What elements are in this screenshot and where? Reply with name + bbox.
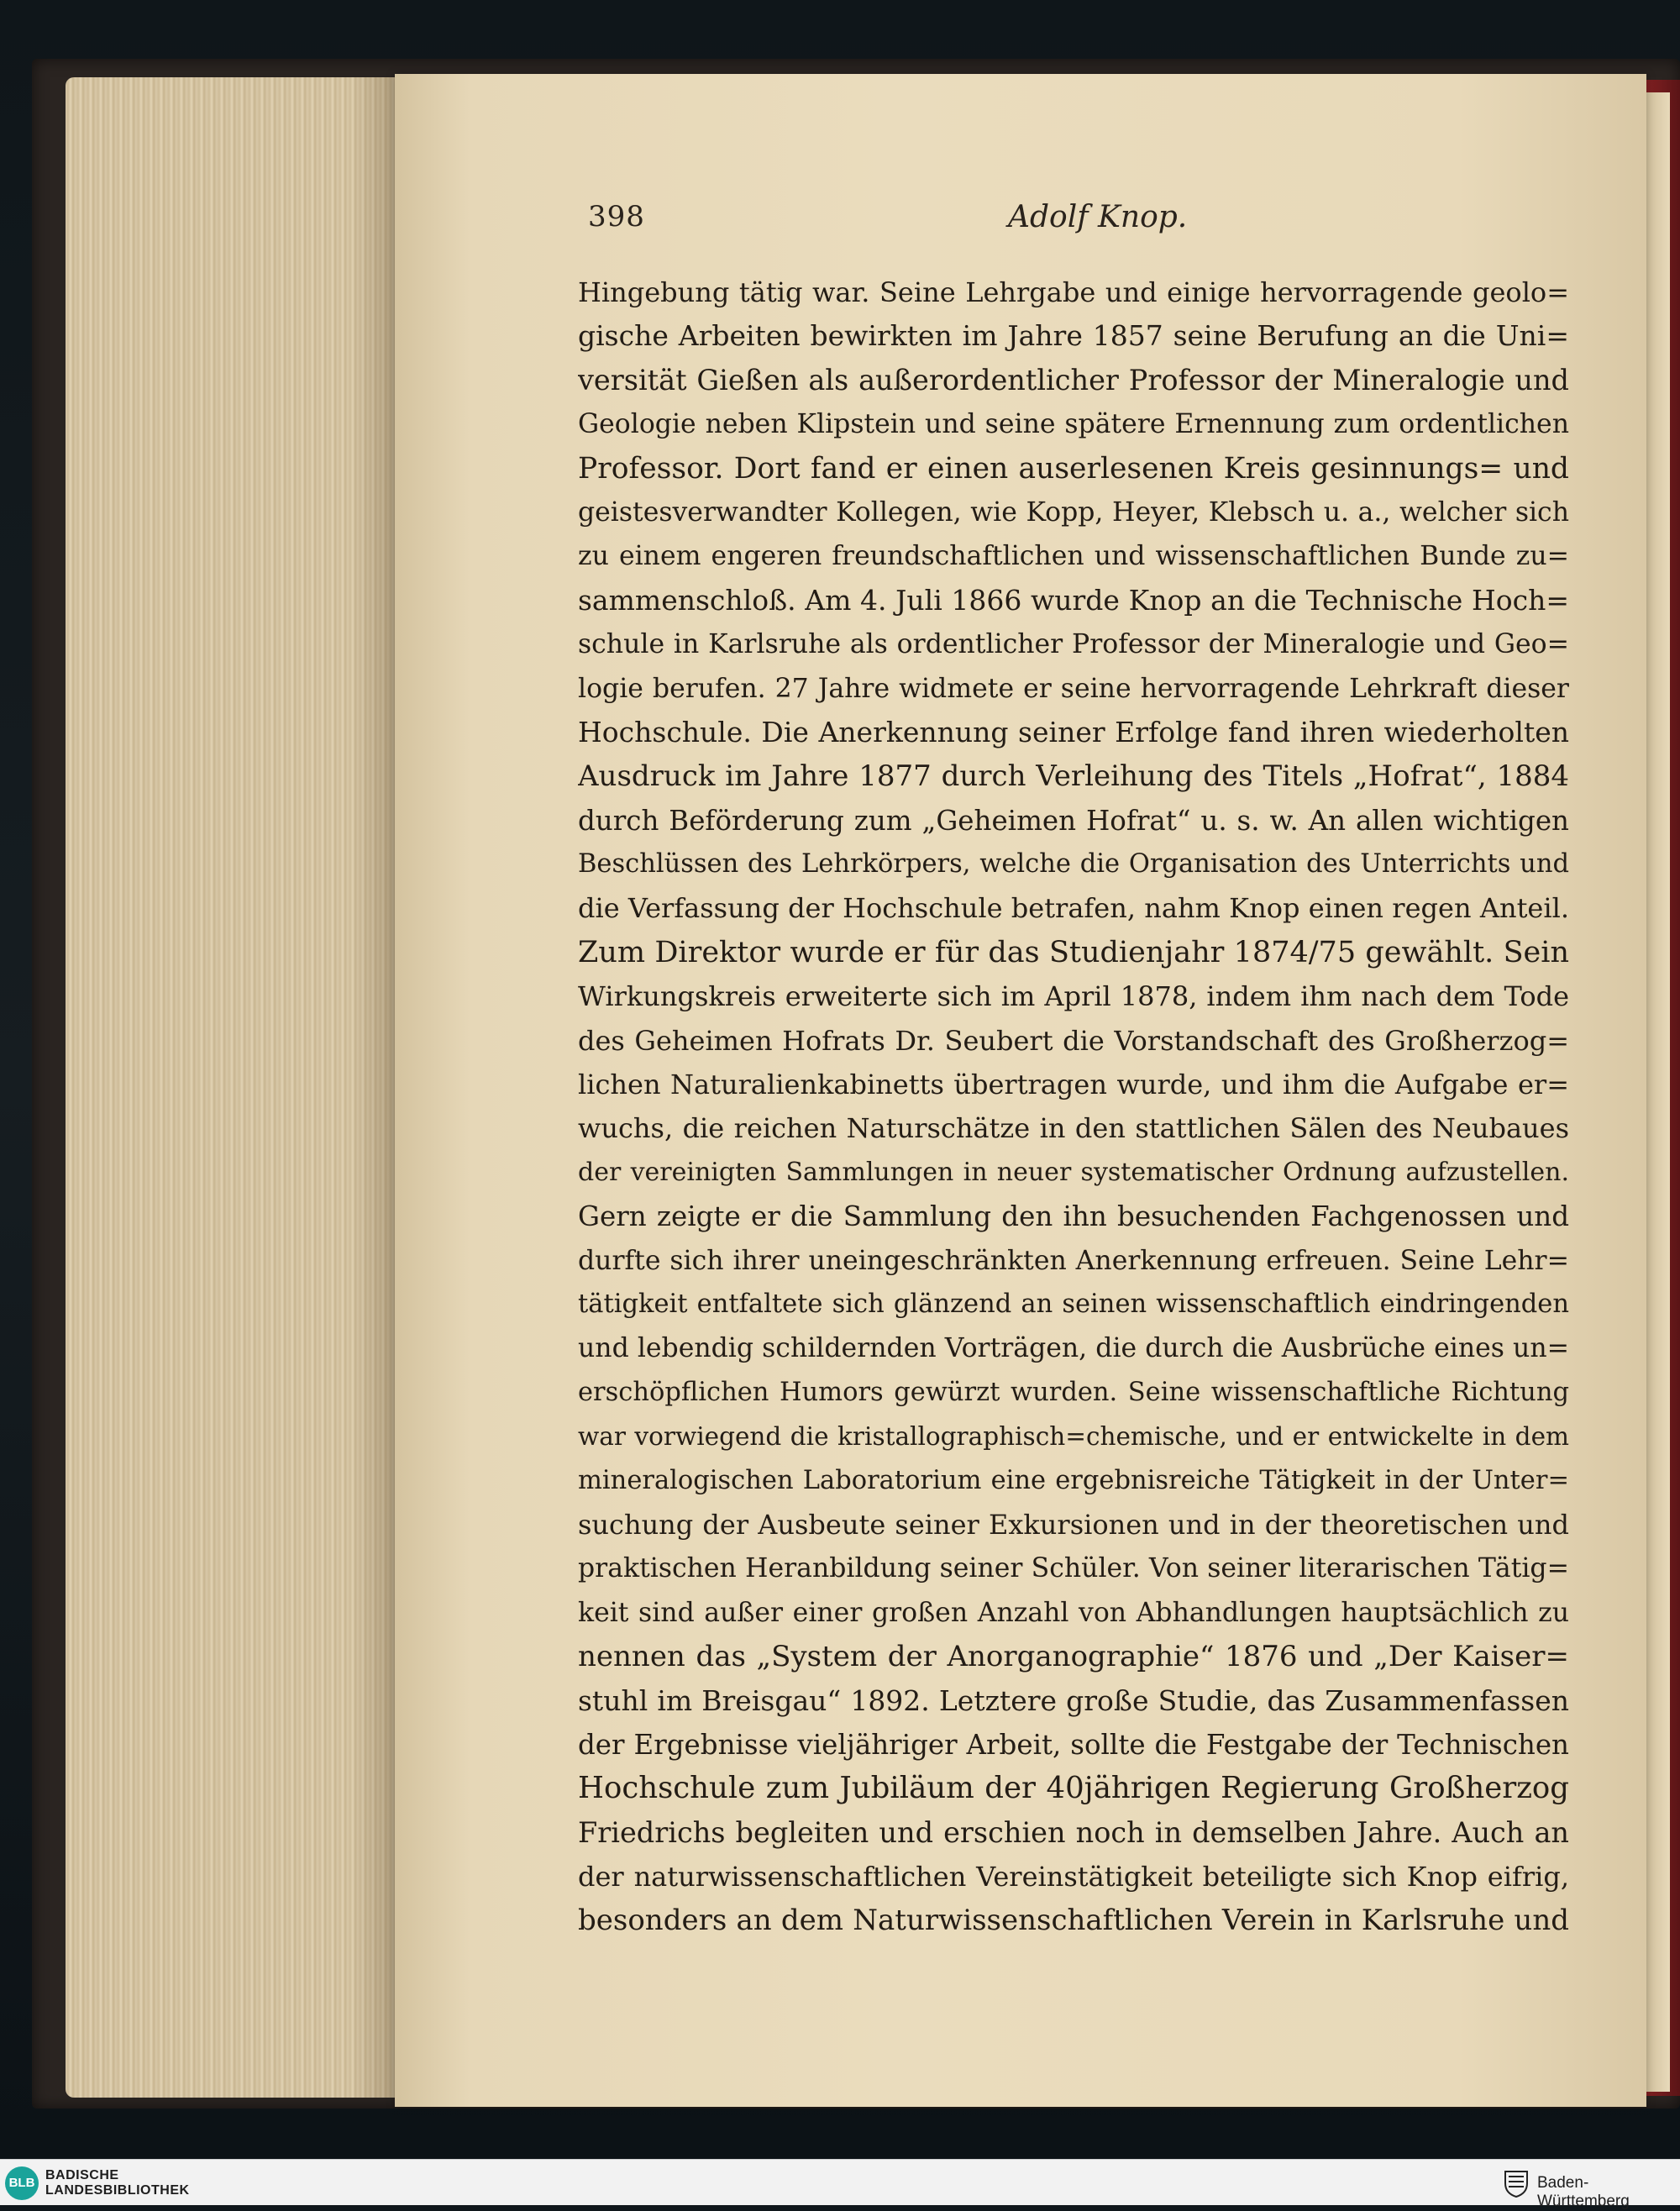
text-line: suchung der Ausbeute seiner Exkursionen und in der theoretischen und [578, 1508, 1569, 1541]
text-line: durch Beförderung zum „Geheimen Hofrat“ u. s. w. An allen wichtigen [578, 804, 1569, 837]
text-line: logie berufen. 27 Jahre widmete er seine hervorragende Lehrkraft dieser [578, 673, 1569, 704]
text-line: wuchs, die reichen Naturschätze in den stattlichen Sälen des Neubaues [578, 1112, 1569, 1145]
baden-wuerttemberg-crest-icon [1502, 2168, 1530, 2198]
text-line: Friedrichs begleiten und erschien noch in demselben Jahre. Auch an [578, 1815, 1569, 1849]
text-line: schule in Karlsruhe als ordentlicher Professor der Mineralogie und Geo= [578, 629, 1569, 660]
text-line: Beschlüssen des Lehrkörpers, welche die Organisation des Unterrichts und [578, 849, 1569, 880]
blb-name-line1: BADISCHE [45, 2168, 119, 2182]
text-line: Gern zeigte er die Sammlung den ihn besuchenden Fachgenossen und [578, 1200, 1569, 1233]
text-line: die Verfassung der Hochschule betrafen, nahm Knop einen regen Anteil. [578, 892, 1569, 925]
text-line: lichen Naturalienkabinetts übertragen wurde, und ihm die Aufgabe er= [578, 1069, 1569, 1101]
text-line: stuhl im Breisgau“ 1892. Letztere große Studie, das Zusammenfassen [578, 1683, 1569, 1717]
text-line: sammenschloß. Am 4. Juli 1866 wurde Knop an die Technische Hoch= [578, 583, 1569, 617]
running-head [588, 200, 1562, 234]
text-line: erschöpflichen Humors gewürzt wurden. Seine wissenschaftliche Richtung [578, 1377, 1569, 1407]
text-line: Professor. Dort fand er einen auserlesenen Kreis gesinnungs= und [578, 451, 1569, 486]
text-line: durfte sich ihrer uneingeschränkten Anerkennung erfreuen. Seine Lehr= [578, 1245, 1569, 1276]
text-line: Hochschule. Die Anerkennung seiner Erfolge fand ihren wiederholten [578, 715, 1569, 748]
text-line: besonders an dem Naturwissenschaftlichen Verein in Karlsruhe und [578, 1904, 1569, 1938]
text-line: gische Arbeiten bewirkten im Jahre 1857 seine Berufung an die Uni= [578, 319, 1569, 353]
text-line: war vorwiegend die kristallographisch=chemische, und er entwickelte in dem [578, 1422, 1569, 1452]
text-line: des Geheimen Hofrats Dr. Seubert die Vorstandschaft des Großherzog= [578, 1024, 1569, 1057]
text-line: praktischen Heranbildung seiner Schüler. Von seiner literarischen Tätig= [578, 1553, 1569, 1584]
blb-logo-icon[interactable]: BLB [5, 2166, 39, 2200]
text-line: nennen das „System der Anorganographie“ 1876 und „Der Kaiser= [578, 1640, 1569, 1674]
text-line: Wirkungskreis erweiterte sich im April 1878, indem ihm nach dem Tode [578, 980, 1569, 1013]
text-line: Ausdruck im Jahre 1877 durch Verleihung des Titels „Hofrat“, 1884 [578, 759, 1569, 794]
blb-name-line2: LANDESBIBLIOTHEK [45, 2183, 190, 2198]
text-line: Zum Direktor wurde er für das Studienjahr 1874/75 gewählt. Sein [578, 935, 1569, 969]
text-line: der Ergebnisse vieljähriger Arbeit, sollte die Festgabe der Technischen [578, 1728, 1569, 1761]
body-text [578, 270, 1569, 1943]
text-line: und lebendig schildernden Vorträgen, die durch die Ausbrüche eines un= [578, 1333, 1569, 1364]
text-line: der vereinigten Sammlungen in neuer systematischer Ordnung aufzustellen. [578, 1157, 1569, 1187]
text-line: geistesverwandter Kollegen, wie Kopp, Heyer, Klebsch u. a., welcher sich [578, 496, 1569, 528]
blb-name[interactable] [45, 2168, 190, 2198]
text-line: der naturwissenschaftlichen Vereinstätigkeit beteiligte sich Knop eifrig, [578, 1861, 1569, 1893]
page-number: 398 [588, 200, 645, 234]
text-line: tätigkeit entfaltete sich glänzend an seinen wissenschaftlich eindringenden [578, 1289, 1569, 1319]
text-line: mineralogischen Laboratorium eine ergebnisreiche Tätigkeit in der Unter= [578, 1465, 1569, 1495]
footer-bar [0, 2159, 1680, 2210]
text-line: Hochschule zum Jubiläum der 40jährigen Regierung Großherzog [578, 1771, 1569, 1806]
page-header-title: Adolf Knop. [1008, 200, 1188, 234]
text-line: Geologie neben Klipstein und seine spätere Ernennung zum ordentlichen [578, 409, 1569, 440]
page-stack-edges [66, 77, 402, 2098]
baden-wuerttemberg-label[interactable]: Baden-Württemberg [1537, 2174, 1630, 2210]
facing-page-edge [1645, 92, 1670, 2092]
text-line: zu einem engeren freundschaftlichen und wissenschaftlichen Bunde zu= [578, 541, 1569, 572]
text-line: keit sind außer einer großen Anzahl von Abhandlungen hauptsächlich zu [578, 1597, 1569, 1628]
text-line: Hingebung tätig war. Seine Lehrgabe und einige hervorragende geolo= [578, 276, 1569, 308]
text-line: versität Gießen als außerordentlicher Professor der Mineralogie und [578, 363, 1569, 397]
